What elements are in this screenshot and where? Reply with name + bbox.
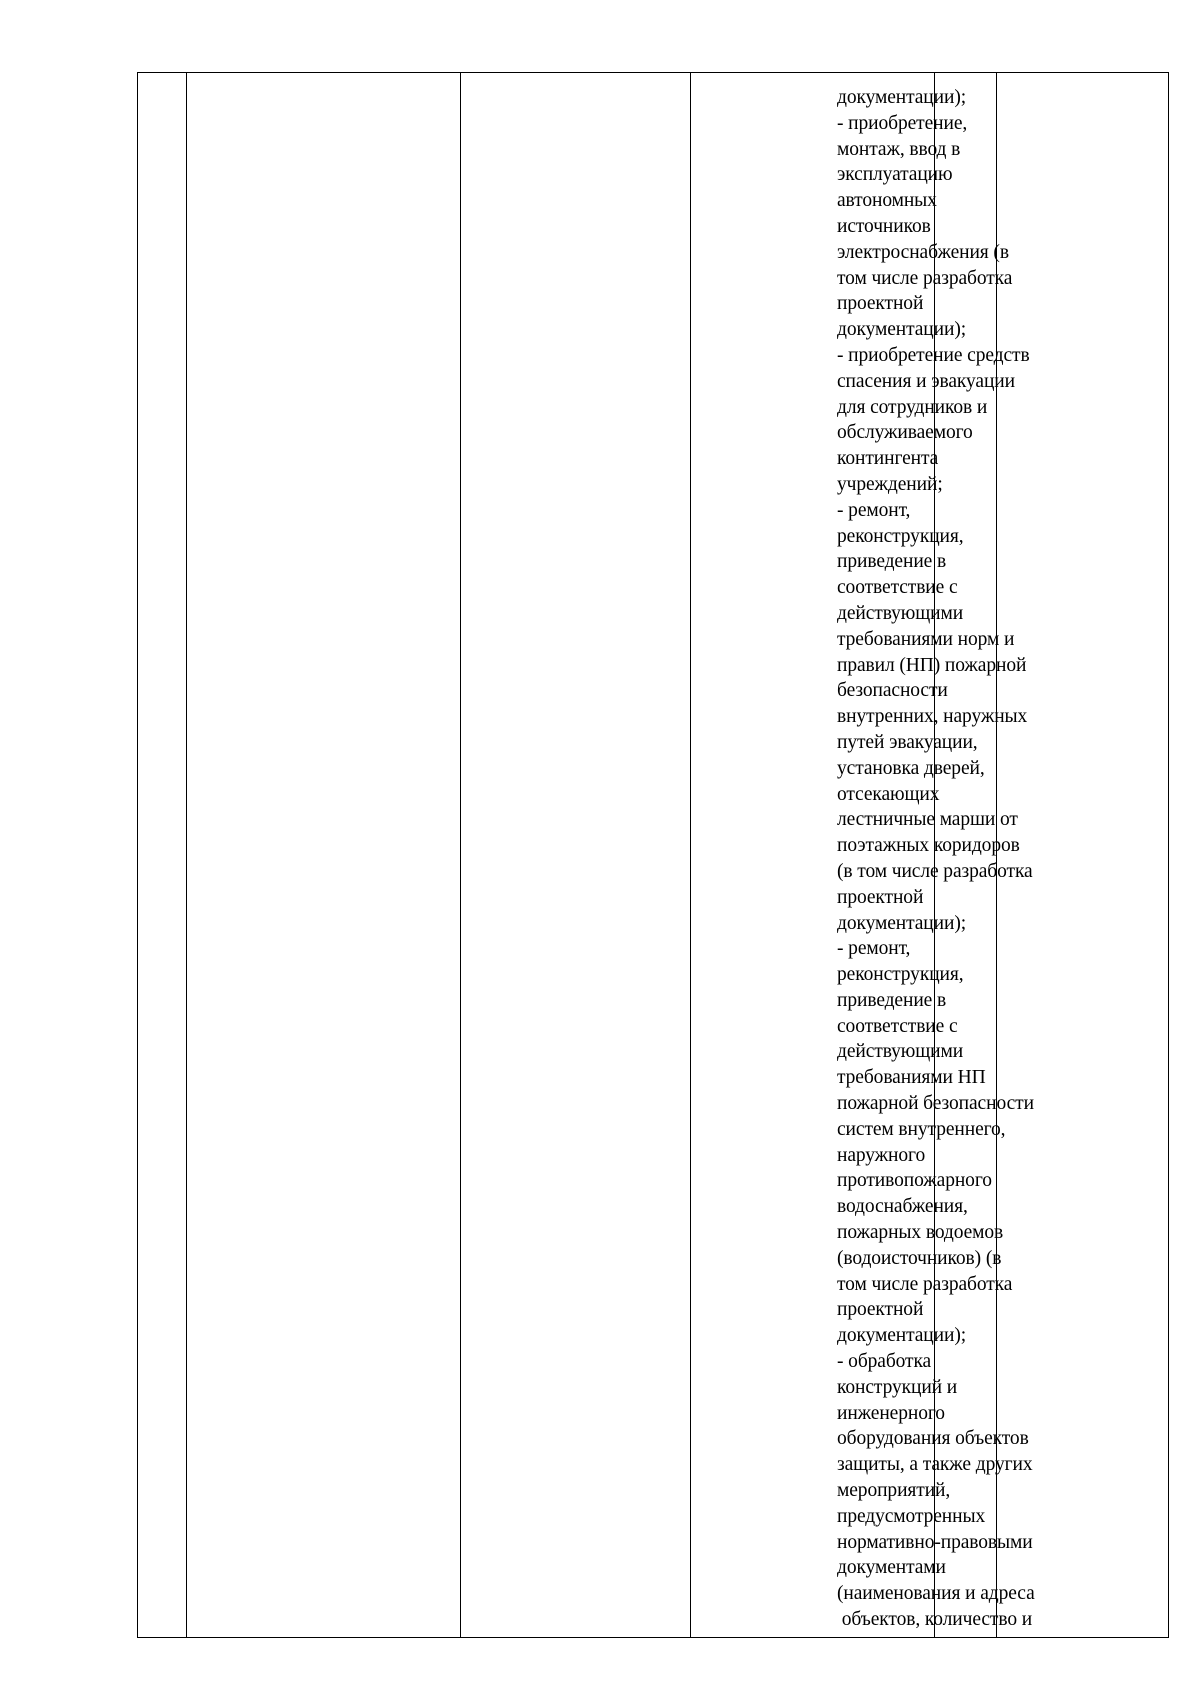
cell-text-line: контингента bbox=[837, 448, 939, 470]
cell-text-line: электроснабжения (в bbox=[837, 241, 1009, 263]
cell-text-line: соответствие с bbox=[837, 1015, 958, 1037]
cell-text-line: приведение в bbox=[837, 551, 947, 573]
cell-text-line: отсекающих bbox=[837, 783, 940, 805]
cell-text-line: защиты, а также других bbox=[837, 1454, 1033, 1476]
cell-text-line: конструкций и bbox=[837, 1376, 958, 1398]
cell-text-line: том числе разработка bbox=[837, 267, 1013, 289]
cell-text-line: оборудования объектов bbox=[837, 1428, 1029, 1450]
cell-text-line: том числе разработка bbox=[837, 1273, 1013, 1295]
cell-text-line: действующими bbox=[837, 602, 964, 624]
cell-text-line: документации); bbox=[837, 912, 967, 934]
cell-text-line: документации); bbox=[837, 87, 967, 108]
cell-text-line: для сотрудников и bbox=[837, 396, 988, 418]
cell-text-line: наружного bbox=[837, 1144, 926, 1166]
cell-text-line: проектной bbox=[837, 886, 924, 908]
cell-text-line: требованиями НП bbox=[837, 1067, 986, 1089]
cell-text-line: реконструкция, bbox=[837, 525, 964, 547]
cell-text-line: (водоисточников) (в bbox=[837, 1247, 1002, 1269]
cell-text-line: - приобретение, bbox=[837, 112, 968, 134]
cell-text-line: монтаж, ввод в bbox=[837, 138, 961, 160]
cell-text-line: - ремонт, bbox=[837, 938, 911, 960]
cell-text-line: объектов, количество и bbox=[837, 1609, 1033, 1631]
cell-text-line: нормативно-правовыми bbox=[837, 1531, 1033, 1553]
cell-text-line: (в том числе разработка bbox=[837, 860, 1033, 882]
cell-text-line: соответствие с bbox=[837, 577, 958, 599]
cell-text-line: документации); bbox=[837, 319, 967, 341]
cell-text-line: поэтажных коридоров bbox=[837, 835, 1020, 857]
cell-text-line: - приобретение средств bbox=[837, 344, 1030, 366]
cell-text-line: противопожарного bbox=[837, 1170, 992, 1192]
cell-text-line: (наименования и адреса bbox=[837, 1583, 1035, 1605]
cell-text-line: автономных bbox=[837, 190, 937, 212]
cell-text-line: инженерного bbox=[837, 1402, 945, 1424]
cell-text-line: требованиями норм и bbox=[837, 628, 1015, 650]
cell-text-line: приведение в bbox=[837, 989, 947, 1011]
cell-text-line: действующими bbox=[837, 1041, 964, 1063]
cell-text-line: проектной bbox=[837, 1299, 924, 1321]
cell-text-line: учреждений; bbox=[837, 473, 943, 495]
cell-text-line: спасения и эвакуации bbox=[837, 370, 1015, 392]
cell-text-line: проектной bbox=[837, 293, 924, 315]
column-divider bbox=[460, 73, 461, 1637]
cell-text-line: мероприятий, bbox=[837, 1480, 951, 1502]
cell-text-line: внутренних, наружных bbox=[837, 706, 1028, 728]
cell-text-line: правил (НП) пожарной bbox=[837, 654, 1027, 676]
column-divider bbox=[690, 73, 691, 1637]
cell-text-line: путей эвакуации, bbox=[837, 731, 978, 753]
cell-text-line: лестничные марши от bbox=[837, 809, 1018, 831]
cell-text-line: водоснабжения, bbox=[837, 1196, 968, 1218]
measures-description-cell bbox=[837, 85, 1077, 1633]
cell-text-line: безопасности bbox=[837, 680, 948, 702]
cell-text-line: систем внутреннего, bbox=[837, 1118, 1006, 1140]
cell-text-line: пожарных водоемов bbox=[837, 1222, 1004, 1244]
cell-text-line: установка дверей, bbox=[837, 757, 985, 779]
cell-text-line: - обработка bbox=[837, 1351, 932, 1373]
cell-text-line: источников bbox=[837, 215, 931, 237]
document-table bbox=[137, 72, 1169, 1638]
cell-text-line: пожарной безопасности bbox=[837, 1093, 1034, 1115]
cell-text-line: предусмотренных bbox=[837, 1505, 986, 1527]
cell-text-line: документами bbox=[837, 1557, 946, 1579]
cell-text-line: документации); bbox=[837, 1325, 967, 1347]
cell-text-line: эксплуатацию bbox=[837, 164, 953, 186]
cell-text-line: реконструкция, bbox=[837, 964, 964, 986]
cell-text-line: - ремонт, bbox=[837, 499, 911, 521]
column-divider bbox=[186, 73, 187, 1637]
cell-text-line: обслуживаемого bbox=[837, 422, 973, 444]
